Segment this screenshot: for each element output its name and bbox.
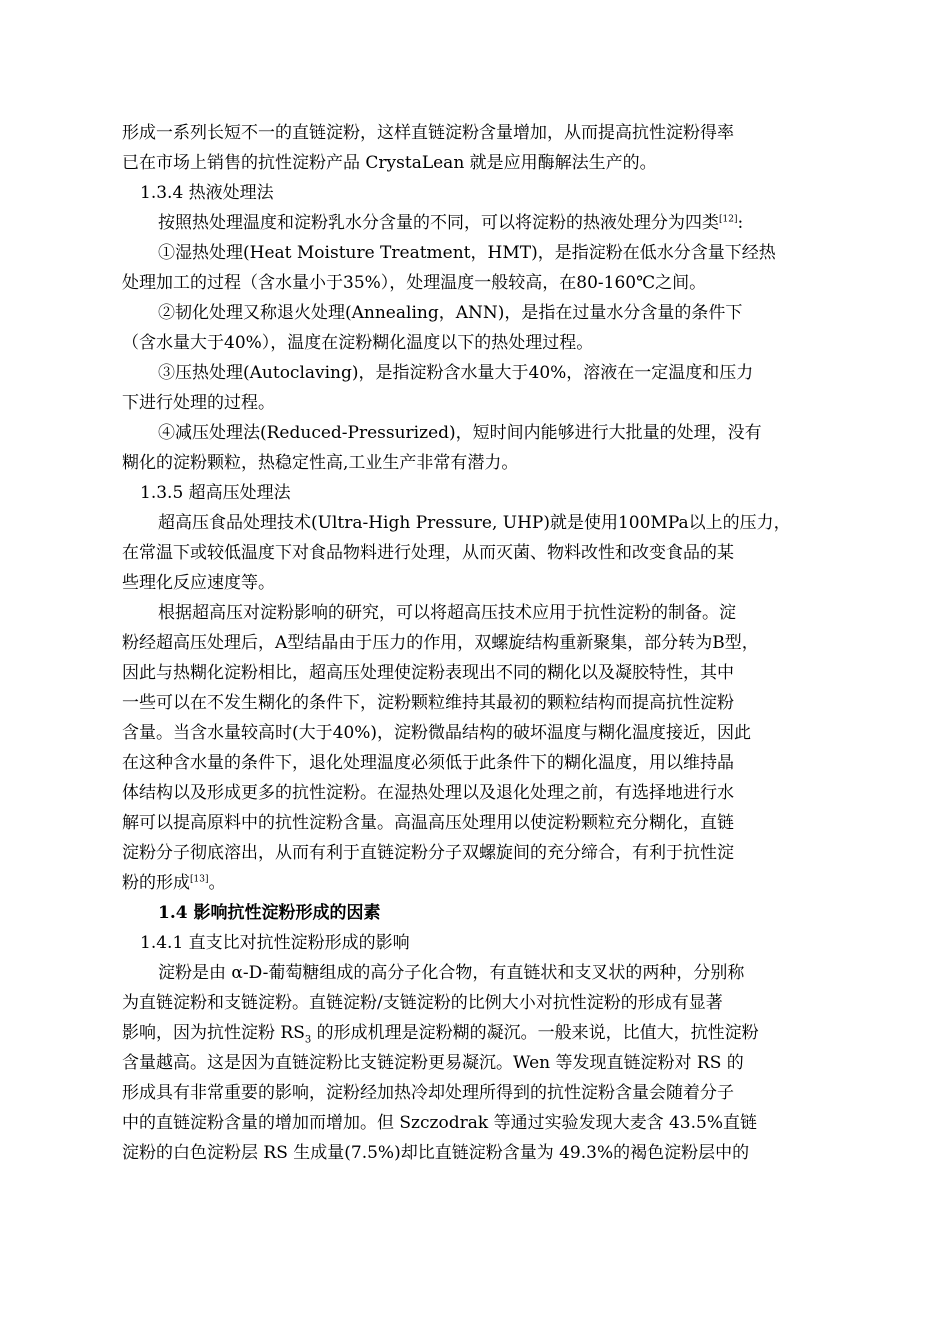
section-heading: 1.3.4 热液处理法 — [140, 183, 274, 203]
text-line: ④减压处理法(Reduced-Pressurized)，短时间内能够进行大批量的处理，没有 — [158, 423, 762, 443]
document-page — [122, 118, 834, 1168]
text-line: 形成具有非常重要的影响，淀粉经加热冷却处理所得到的抗性淀粉含量会随着分子 — [122, 1083, 734, 1103]
text-line: 在这种含水量的条件下，退化处理温度必须低于此条件下的糊化温度，用以维持晶 — [122, 753, 734, 773]
text-line: 粉经超高压处理后，A型结晶由于压力的作用，双螺旋结构重新聚集，部分转为B型， — [122, 633, 759, 653]
text-line: （含水量大于40%），温度在淀粉糊化温度以下的热处理过程。 — [122, 333, 594, 353]
section-heading: 1.4.1 直支比对抗性淀粉形成的影响 — [140, 933, 410, 953]
text-line: 些理化反应速度等。 — [122, 573, 275, 593]
text-line: 含量。当含水量较高时(大于40%)，淀粉微晶结构的破坏温度与糊化温度接近，因此 — [122, 723, 752, 743]
text-line: 糊化的淀粉颗粒，热稳定性高,工业生产非常有潜力。 — [122, 453, 519, 473]
text-line: 为直链淀粉和支链淀粉。直链淀粉/支链淀粉的比例大小对抗性淀粉的形成有显著 — [122, 993, 723, 1013]
text-line — [122, 868, 834, 898]
text-span: : — [737, 213, 744, 233]
text-line: 淀粉的白色淀粉层 RS 生成量(7.5%)却比直链淀粉含量为 49.3%的褐色淀粉层中的 — [122, 1143, 750, 1163]
text-line: 含量越高。这是因为直链淀粉比支链淀粉更易凝沉。Wen 等发现直链淀粉对 RS 的 — [122, 1053, 744, 1073]
text-span: 按照热处理温度和淀粉乳水分含量的不同，可以将淀粉的热液处理分为四类 — [158, 213, 719, 233]
text-line: 超高压食品处理技术(Ultra-High Pressure, UHP)就是使用100MPa以上的压力， — [158, 513, 791, 533]
text-line: 根据超高压对淀粉影响的研究，可以将超高压技术应用于抗性淀粉的制备。淀 — [158, 603, 736, 623]
text-line: 淀粉是由 α-D-葡萄糖组成的高分子化合物，有直链状和支叉状的两种，分别称 — [158, 963, 745, 983]
text-line: ①湿热处理(Heat Moisture Treatment，HMT)，是指淀粉在低水分含量下经热 — [158, 243, 776, 263]
text-span: 影响，因为抗性淀粉 RS — [122, 1023, 305, 1043]
text-line — [122, 1018, 834, 1048]
text-line: 一些可以在不发生糊化的条件下，淀粉颗粒维持其最初的颗粒结构而提高抗性淀粉 — [122, 693, 734, 713]
text-line: 中的直链淀粉含量的增加而增加。但 Szczodrak 等通过实验发现大麦含 43.5%直链 — [122, 1113, 757, 1133]
text-span: 。 — [208, 873, 226, 893]
text-line: 下进行处理的过程。 — [122, 393, 275, 413]
text-line: 在常温下或较低温度下对食品物料进行处理，从而灭菌、物料改性和改变食品的某 — [122, 543, 734, 563]
section-heading: 1.3.5 超高压处理法 — [140, 483, 291, 503]
text-line: 体结构以及形成更多的抗性淀粉。在湿热处理以及退化处理之前，有选择地进行水 — [122, 783, 734, 803]
section-heading-bold: 1.4 影响抗性淀粉形成的因素 — [158, 903, 381, 923]
text-line — [122, 208, 834, 238]
text-line: 处理加工的过程（含水量小于35%），处理温度一般较高，在80-160℃之间。 — [122, 273, 707, 293]
text-line: ②韧化处理又称退火处理(Annealing，ANN)，是指在过量水分含量的条件下 — [158, 303, 743, 323]
subscript: 3 — [304, 1034, 312, 1046]
text-span: 粉的形成 — [122, 873, 190, 893]
citation: [13] — [190, 874, 209, 885]
text-line: 因此与热糊化淀粉相比，超高压处理使淀粉表现出不同的糊化以及凝胶特性，其中 — [122, 663, 734, 683]
text-line: 解可以提高原料中的抗性淀粉含量。高温高压处理用以使淀粉颗粒充分糊化，直链 — [122, 813, 734, 833]
text-span: 的形成机理是淀粉糊的凝沉。一般来说，比值大，抗性淀粉 — [311, 1023, 759, 1043]
text-line: ③压热处理(Autoclaving)，是指淀粉含水量大于40%，溶液在一定温度和压力 — [158, 363, 754, 383]
citation: [12] — [719, 214, 738, 225]
text-line: 淀粉分子彻底溶出，从而有利于直链淀粉分子双螺旋间的充分缔合，有利于抗性淀 — [122, 843, 734, 863]
text-line: 形成一系列长短不一的直链淀粉，这样直链淀粉含量增加，从而提高抗性淀粉得率 — [122, 123, 734, 143]
text-line: 已在市场上销售的抗性淀粉产品 CrystaLean 就是应用酶解法生产的。 — [122, 153, 657, 173]
